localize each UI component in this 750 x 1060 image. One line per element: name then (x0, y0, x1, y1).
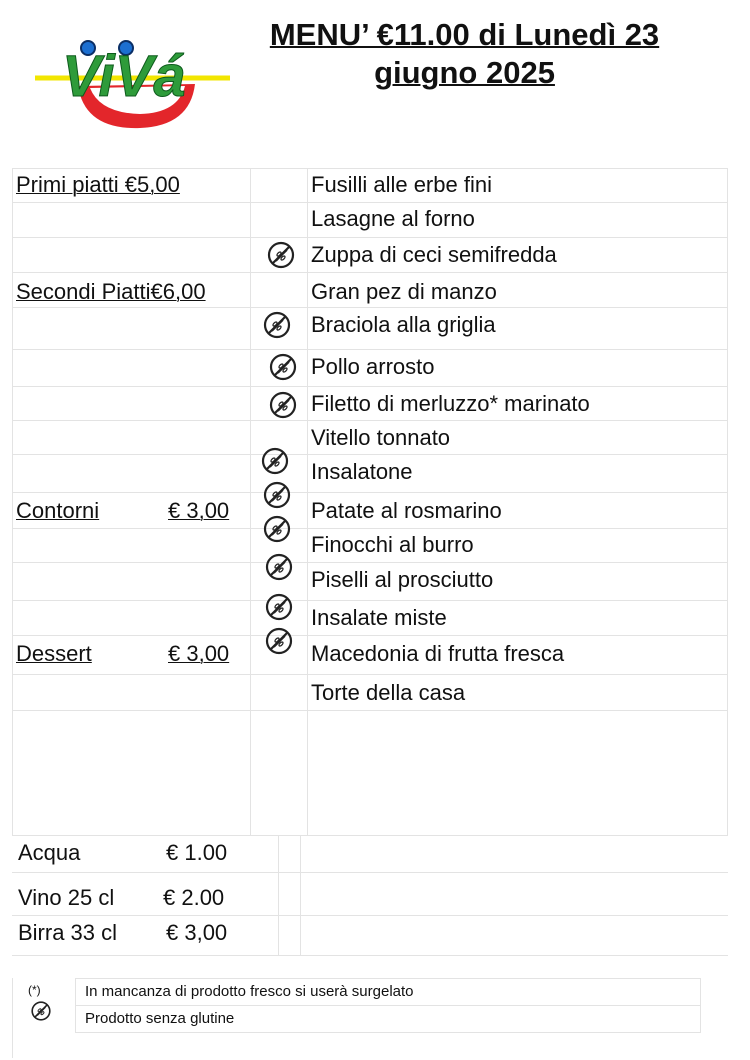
dish-item: Lasagne al forno (311, 206, 475, 231)
section-label-dessert: Dessert (16, 641, 92, 666)
dish-item: Piselli al prosciutto (311, 567, 494, 592)
gluten-free-icon (264, 626, 294, 656)
dish-item: Pollo arrosto (311, 354, 435, 379)
asterisk-note: In mancanza di prodotto fresco si userà surgelato (85, 983, 414, 1000)
dish-item: Macedonia di frutta fresca (311, 641, 565, 666)
section-price-dessert: € 3,00 (168, 641, 230, 666)
gluten-free-icon (262, 480, 292, 510)
dish-item: Filetto di merluzzo* marinato (311, 391, 590, 416)
gluten-free-icon (262, 514, 292, 544)
section-label-secondi: Secondi Piatti€6,00 (16, 279, 206, 304)
gluten-free-icon (260, 446, 290, 476)
dish-item: Zuppa di ceci semifredda (311, 242, 557, 267)
viva-logo (30, 18, 235, 138)
dish-item: Torte della casa (311, 680, 466, 705)
logo-text: ViVá (62, 44, 186, 109)
drink-name: Vino 25 cl (18, 885, 115, 910)
gluten-free-icon (264, 552, 294, 582)
title-line-2: giugno 2025 (374, 55, 555, 90)
gluten-free-icon (262, 310, 292, 340)
dish-item: Braciola alla griglia (311, 312, 496, 337)
drink-name: Birra 33 cl (18, 920, 118, 945)
drink-price: € 2.00 (163, 885, 225, 910)
gluten-free-icon (268, 390, 298, 420)
asterisk-mark: (*) (28, 983, 41, 997)
section-price-contorni: € 3,00 (168, 498, 230, 523)
dish-item: Finocchi al burro (311, 532, 474, 557)
dish-item: Insalate miste (311, 605, 447, 630)
drink-name: Acqua (18, 840, 81, 865)
dish-item: Insalatone (311, 459, 413, 484)
dish-item: Patate al rosmarino (311, 498, 502, 523)
section-label-primi: Primi piatti €5,00 (16, 172, 180, 197)
drink-price: € 1.00 (166, 840, 228, 865)
dish-item: Vitello tonnato (311, 425, 451, 450)
title-line-1: MENU’ €11.00 di Lunedì 23 (269, 17, 660, 52)
gluten-note: Prodotto senza glutine (85, 1010, 235, 1027)
dish-item: Gran pez di manzo (311, 279, 497, 304)
gluten-free-icon (268, 352, 298, 382)
gluten-free-icon (264, 592, 294, 622)
dish-item: Fusilli alle erbe fini (311, 172, 492, 197)
section-label-contorni: Contorni (16, 498, 100, 523)
gluten-free-icon (266, 240, 296, 270)
drink-price: € 3,00 (166, 920, 228, 945)
gluten-free-icon (30, 1000, 52, 1022)
page-title (232, 16, 697, 92)
